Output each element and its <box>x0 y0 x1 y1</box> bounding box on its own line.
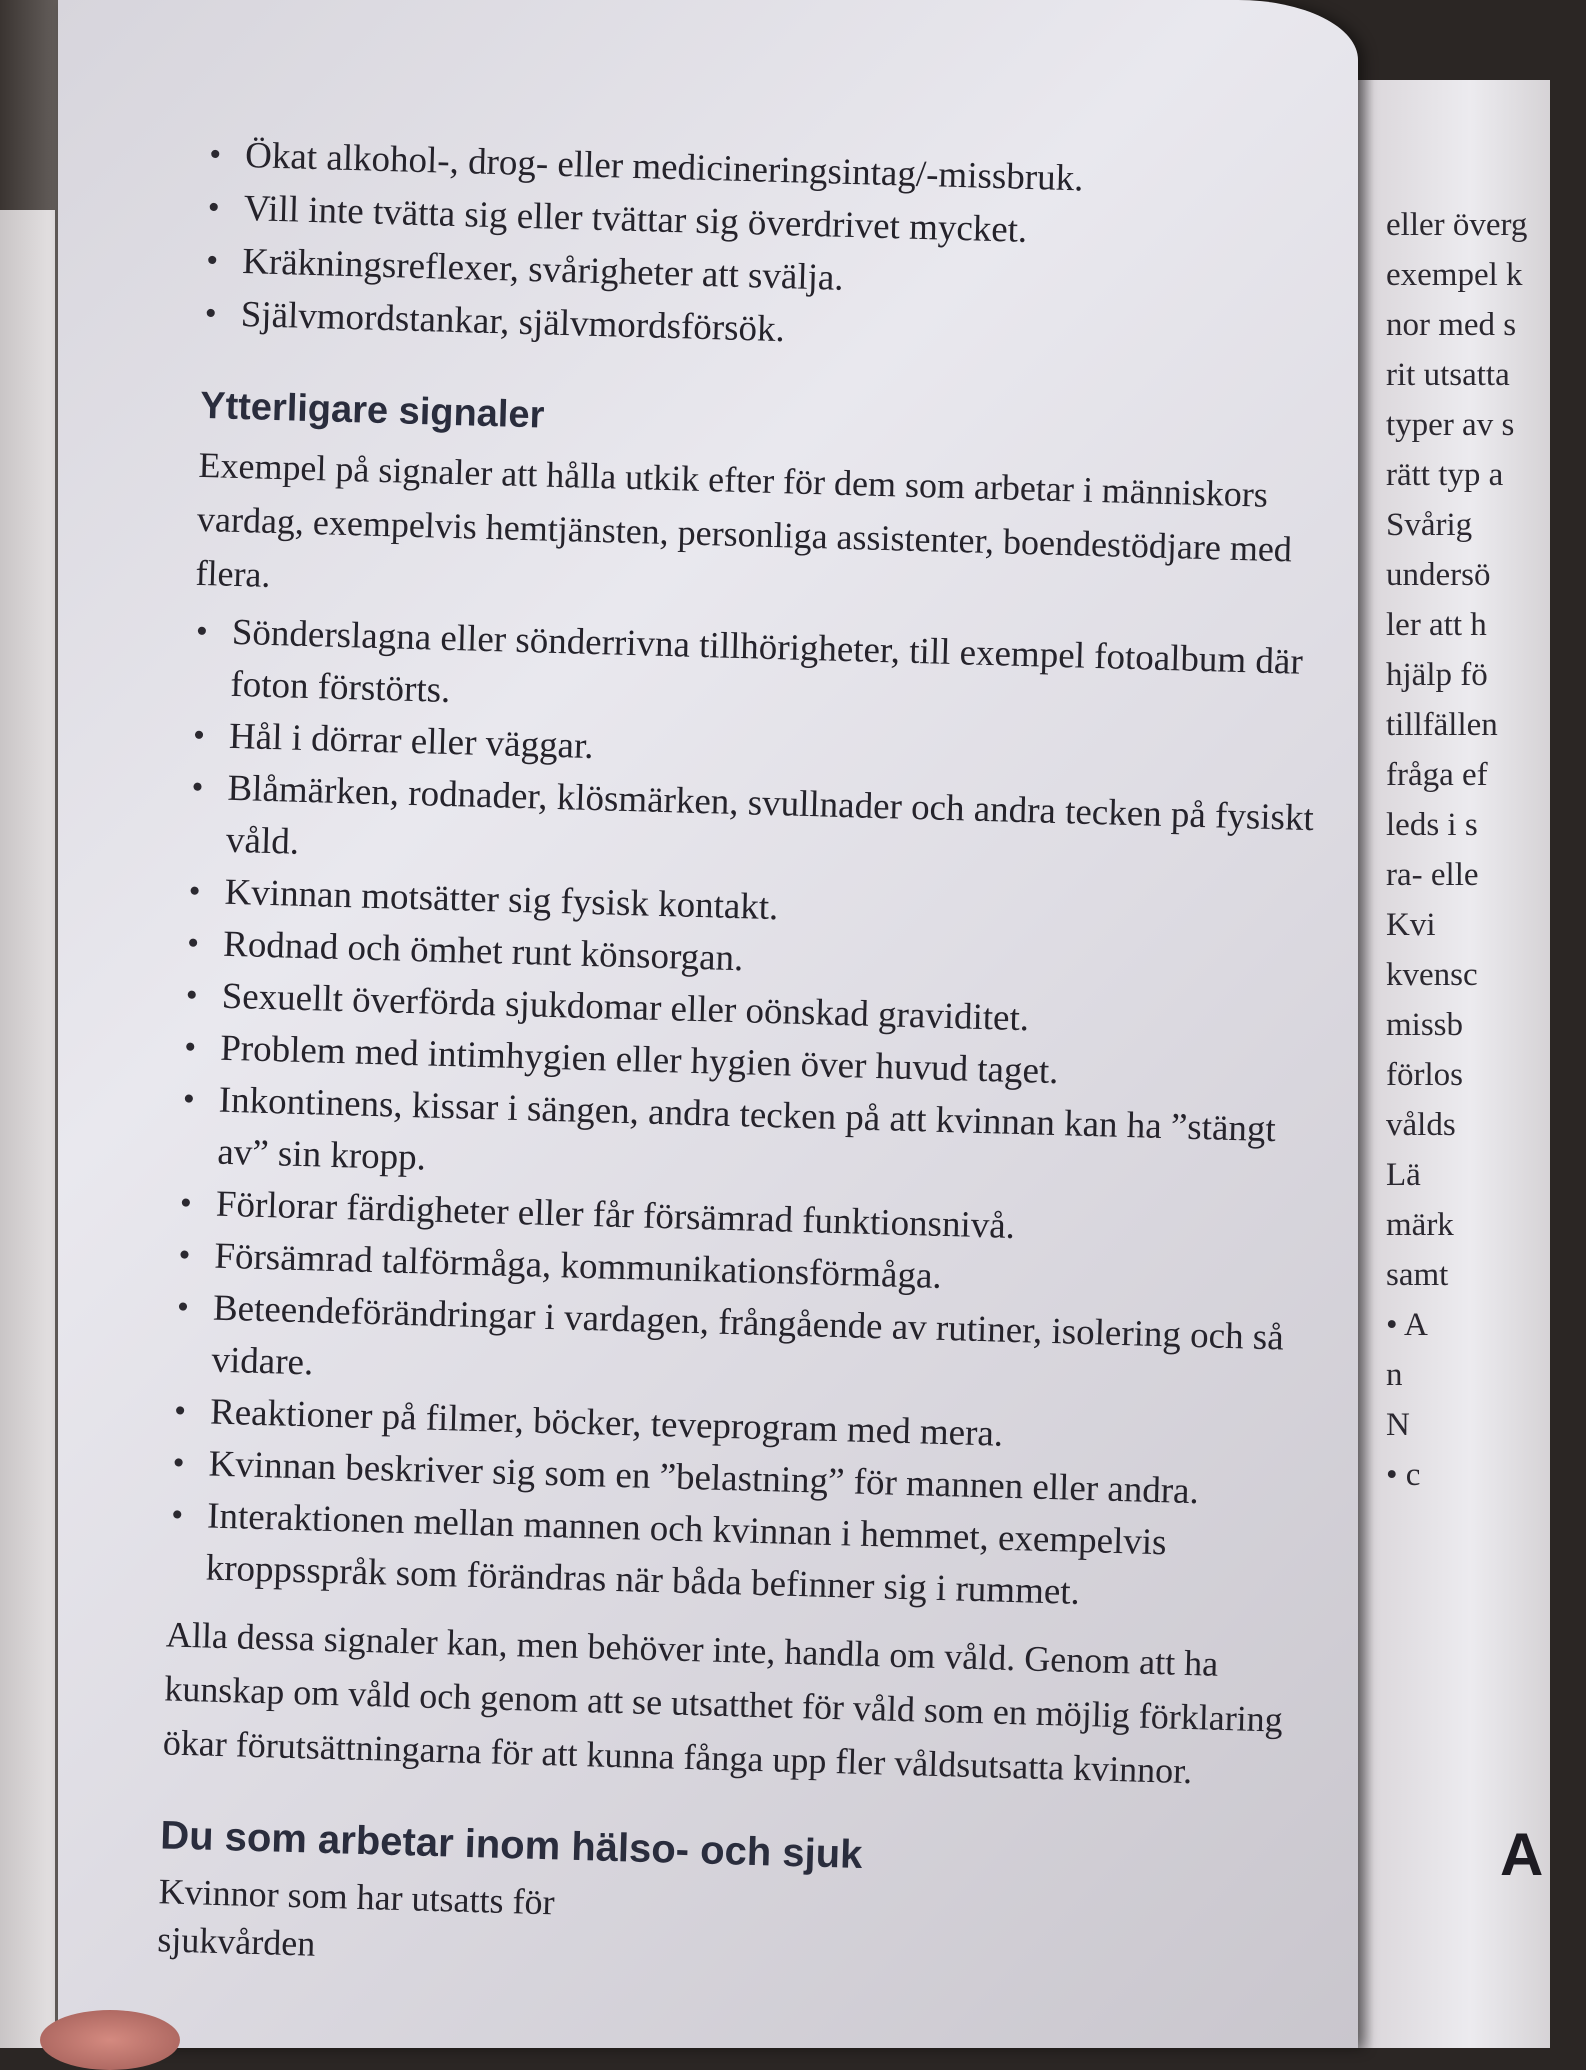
signal-list-item: • Hål i dörrar eller väggar. <box>190 710 1331 794</box>
right-page-line: eller överg <box>1386 207 1528 243</box>
list-item: • Kräkningsreflexer, svårigheter att svälja. <box>204 234 1345 319</box>
right-page-text-column <box>1386 200 1586 1500</box>
right-page-line: • c <box>1386 1457 1421 1493</box>
right-page-line: ra- elle <box>1386 857 1479 893</box>
signal-list-item: • Blåmärken, rodnader, klösmärken, svullnader och andra tecken på fysiskt våld. <box>187 762 1329 898</box>
right-page-line: hjälp fö <box>1386 657 1488 693</box>
right-page-line: leds i s <box>1386 807 1478 843</box>
list-item: • Vill inte tvätta sig eller tvättar sig överdrivet mycket. <box>205 181 1346 266</box>
right-page-line: fråga ef <box>1386 757 1488 793</box>
main-page <box>58 0 1358 2048</box>
fingertip <box>40 2010 180 2070</box>
right-page-line: rit utsatta <box>1386 357 1510 393</box>
right-page-line: ler att h <box>1386 607 1487 643</box>
signal-bullet-list <box>167 606 1334 1625</box>
signal-list-item: • Förlorar färdigheter eller får försämrad funktionsnivå. <box>177 1178 1318 1262</box>
right-page-line: Kvi <box>1386 907 1436 943</box>
closing-paragraph: Alla dessa signaler kan, men behöver inte, handla om våld. Genom att ha kunskap om våld och genom att se utsatthet för våld som en möjlig förklaring ökar förutsättningarna för att kunna fånga upp fler våldsutsatta kvinnor. <box>162 1614 1284 1792</box>
intro-paragraph: Exempel på signaler att hålla utkik efter för dem som arbetar i människors vardag, exempelvis hemtjänsten, personliga assistenter, boendestödjare med flera. <box>195 444 1293 595</box>
right-page-line: N <box>1386 1407 1410 1443</box>
right-page-line: märk <box>1386 1207 1454 1243</box>
right-page-line: undersö <box>1386 557 1491 593</box>
right-page-line: nor med s <box>1386 307 1517 343</box>
signal-list-item: • Sönderslagna eller sönderrivna tillhörigheter, till exempel fotoalbum där foton förstörts. <box>192 606 1334 742</box>
list-item: • Självmordstankar, självmordsförsök. <box>202 287 1343 372</box>
page-text <box>157 128 1348 1995</box>
signal-list-item: • Interaktionen mellan mannen och kvinnan i hemmet, exempelvis kroppsspråk som förändras när båda befinner sig i rummet. <box>167 1489 1309 1625</box>
right-page-line: Svårig <box>1386 507 1473 543</box>
right-page <box>1350 80 1550 2048</box>
list-item: • Ökat alkohol-, drog- eller medicineringsintag/-missbruk. <box>207 128 1348 213</box>
bottom-line: Kvinnor som har utsatts för <box>158 1871 556 1923</box>
top-bullet-list <box>202 128 1347 372</box>
signal-list-item: • Beteendeförändringar i vardagen, frångående av rutiner, isolering och så vidare. <box>173 1282 1315 1418</box>
signal-list-item: • Problem med intimhygien eller hygien över huvud taget. <box>182 1022 1323 1106</box>
left-page-edge <box>0 210 55 2048</box>
bottom-line: sjukvården <box>156 1919 316 1964</box>
signal-list-item: • Rodnad och ömhet runt könsorgan. <box>184 918 1325 1002</box>
right-page-line: missb <box>1386 1007 1464 1043</box>
section-heading: Ytterligare signaler <box>199 384 545 437</box>
signal-list-item: • Kvinnan beskriver sig som en ”belastning” för mannen eller andra. <box>170 1437 1311 1521</box>
right-page-line: rätt typ a <box>1386 457 1504 493</box>
right-page-line: n <box>1386 1357 1403 1393</box>
right-page-line: typer av s <box>1386 407 1515 443</box>
right-page-line: • A <box>1386 1307 1428 1343</box>
right-page-line: förlos <box>1386 1057 1463 1093</box>
signal-list-item: • Försämrad talförmåga, kommunikationsförmåga. <box>176 1230 1317 1314</box>
right-page-line: samt <box>1386 1257 1449 1293</box>
signal-list-item: • Inkontinens, kissar i sängen, andra tecken på att kvinnan kan ha ”stängt av” sin kropp. <box>179 1074 1321 1210</box>
right-page-line: kvensc <box>1386 957 1478 993</box>
right-page-line: vålds <box>1386 1107 1456 1143</box>
bottom-heading: Du som arbetar inom hälso- och sjuk <box>159 1813 864 1877</box>
right-page-line: tillfällen <box>1386 707 1498 743</box>
signal-list-item: • Kvinnan motsätter sig fysisk kontakt. <box>186 866 1327 950</box>
right-page-heading: A <box>1500 1821 1544 1888</box>
signal-list-item: • Reaktioner på filmer, böcker, teveprogram med mera. <box>171 1386 1312 1470</box>
right-page-line: Lä <box>1386 1157 1421 1193</box>
right-page-line: exempel k <box>1386 257 1523 293</box>
signal-list-item: • Sexuellt överförda sjukdomar eller oönskad graviditet. <box>183 970 1324 1054</box>
